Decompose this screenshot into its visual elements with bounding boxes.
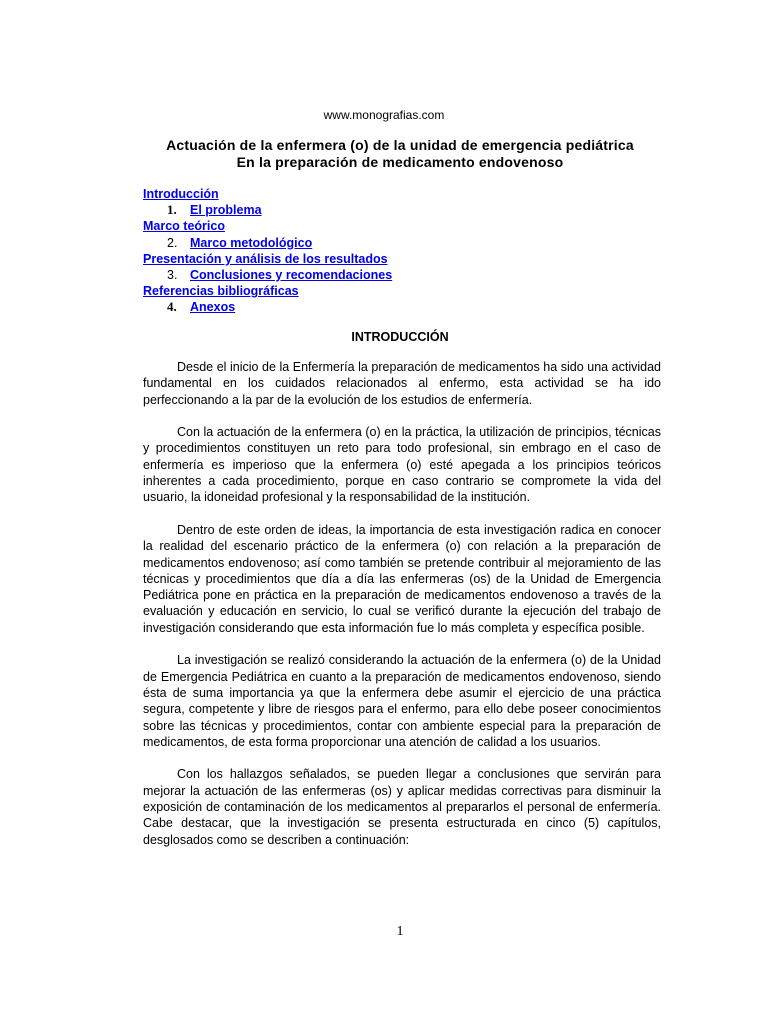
toc-item-conclusiones (143, 267, 443, 283)
toc-link-el-problema[interactable]: El problema (190, 203, 262, 218)
title-line-1: Actuación de la enfermera (o) de la unidad de emergencia pediátrica (166, 137, 634, 153)
toc-link-introduccion[interactable]: Introducción (143, 187, 219, 201)
toc-link-anexos[interactable]: Anexos (190, 300, 236, 315)
source-url: www.monografias.com (323, 108, 445, 122)
toc-link-presentacion[interactable]: Presentación y análisis de los resultados (143, 251, 388, 266)
section-body (143, 359, 661, 864)
section-heading: INTRODUCCIÓN (351, 330, 449, 344)
toc-item-presentacion (143, 251, 443, 267)
toc-number: 4. (167, 299, 177, 315)
toc-number: 2. (167, 235, 178, 250)
toc-link-referencias[interactable]: Referencias bibliográficas (143, 284, 299, 299)
document-title (0, 137, 768, 171)
paragraph: Dentro de este orden de ideas, la importancia de esta investigación radica en conocer la realidad del escenario práctico de la enfermera (o) con relación a la preparación de medicamentos endovenoso; así como también se pretende contribuir al mejoramiento de las técnicas y procedimientos que día a día las enfermeras (os) de la Unidad de Emergencia Pediátrica pone en práctica en la preparación de medicamentos endovenoso a través de la evaluación y educación en servicio, lo cual se verificó durante la ejecución del trabajo de investigación considerando que esta información fue lo más completa y específica posible. (143, 522, 661, 635)
toc-link-marco-teorico[interactable]: Marco teórico (143, 219, 225, 234)
toc-item-marco-teorico (143, 218, 443, 234)
paragraph: Con la actuación de la enfermera (o) en la práctica, la utilización de principios, técnicas y procedimientos constituyen un reto para todo profesional, sin embrago en el caso de enfermería es imperioso que la enfermera (o) esté apegada a los principios teóricos inherentes a cada procedimiento, porque en caso contrario se compromete la vida del usuario, la idoneidad profesional y la responsabilidad de la institución. (143, 425, 661, 505)
paragraph: Con los hallazgos señalados, se pueden llegar a conclusiones que servirán para mejorar la actuación de las enfermeras (os) y aplicar medidas correctivas para disminuir la exposición de contaminación de los medicamentos al prepararlos el personal de enfermería. Cabe destacar, que la investigación se presenta estructurada en cinco (5) capítulos, desglosados como se describen a continuación: (143, 767, 661, 847)
table-of-contents (143, 186, 443, 316)
page-number: 1 (396, 924, 404, 939)
toc-link-marco-metodologico[interactable]: Marco metodológico (190, 235, 313, 250)
paragraph: La investigación se realizó considerando la actuación de la enfermera (o) de la Unidad de Emergencia Pediátrica en cuanto a la preparación de medicamentos endovenoso, siendo ésta de suma importancia ya que la enfermera debe asumir el ejercicio de una práctica segura, competente y libre de riesgos para el enfermo, para ello debe poseer conocimientos sobre las técnicas y procedimientos, contar con ambiente especial para la preparación de medicamentos, de esta forma proporcionar una atención de calidad a los usuarios. (143, 653, 661, 749)
toc-number: 1. (167, 202, 177, 218)
title-line-2: En la preparación de medicamento endovenoso (236, 154, 564, 170)
toc-item-anexos (143, 299, 443, 315)
toc-item-el-problema (143, 202, 443, 218)
toc-item-introduccion (143, 186, 443, 202)
toc-item-marco-metodologico (143, 235, 443, 251)
toc-link-conclusiones[interactable]: Conclusiones y recomendaciones (190, 268, 393, 283)
toc-number: 3. (167, 268, 178, 283)
toc-item-referencias (143, 283, 443, 299)
paragraph: Desde el inicio de la Enfermería la preparación de medicamentos ha sido una actividad fundamental en los cuidados relacionados al enfermo, esta actividad se ha ido perfeccionando a la par de la evolución de los estudios de enfermería. (143, 360, 661, 407)
